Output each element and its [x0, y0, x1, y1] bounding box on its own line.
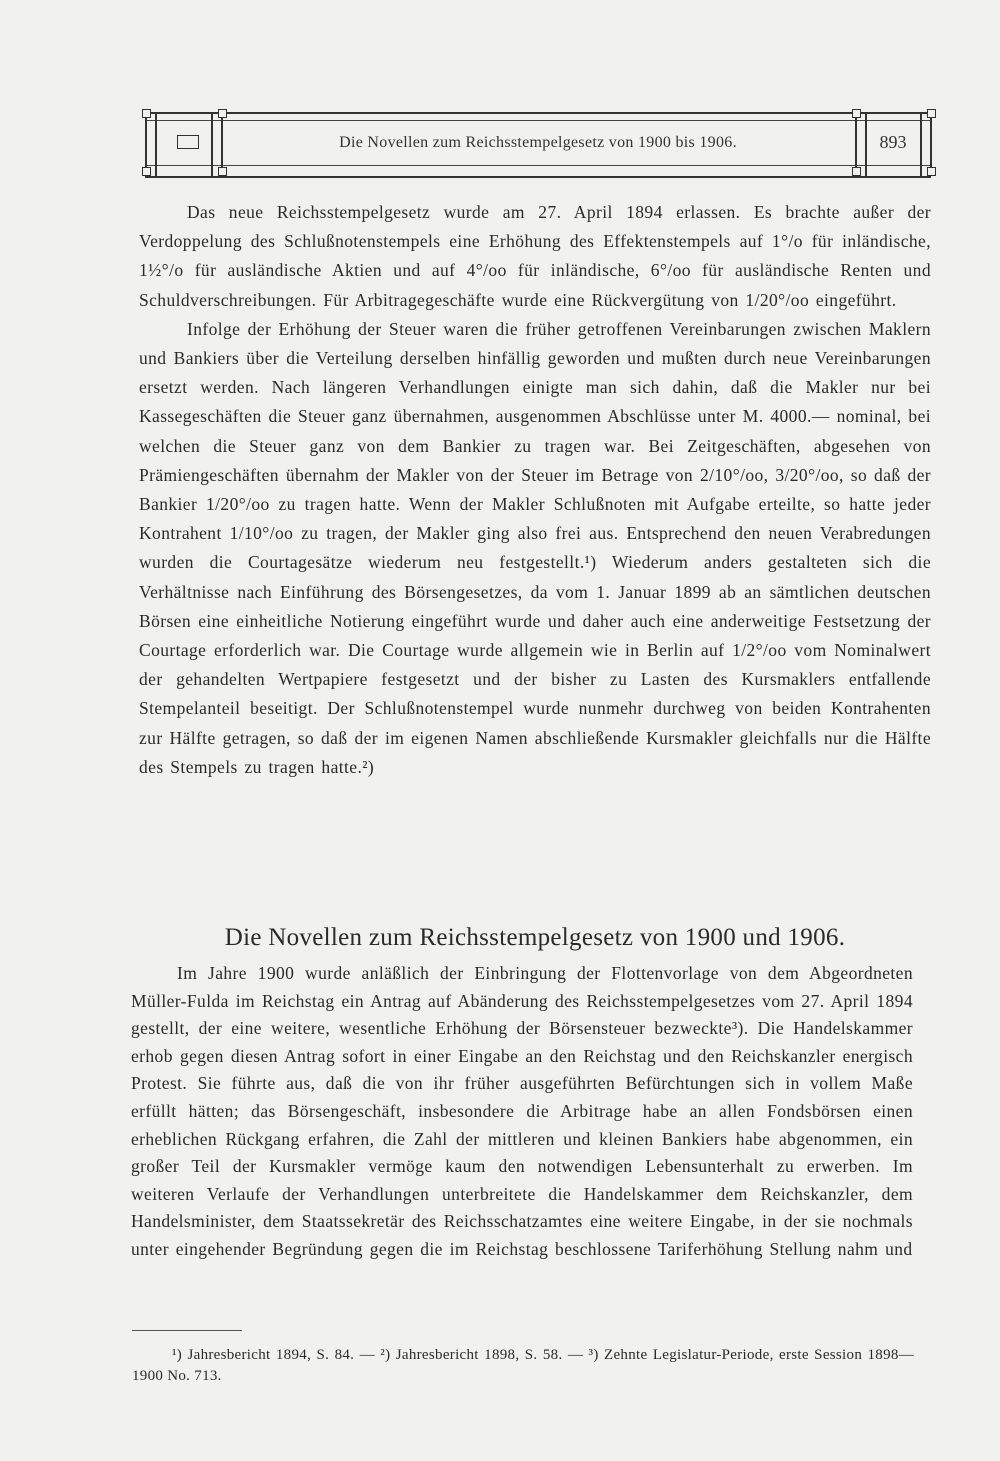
- page-number: 893: [879, 132, 907, 152]
- corner-square: [142, 167, 151, 176]
- header-divider: [155, 112, 157, 176]
- corner-square: [218, 109, 227, 118]
- footnotes: [132, 1345, 914, 1387]
- footnote-text: ¹) Jahresbericht 1894, S. 84. — ²) Jahresbericht 1898, S. 58. — ³) Zehnte Legislatur-Periode, erste Session 1898—1900 No. 713.: [132, 1347, 914, 1384]
- section-heading: Die Novellen zum Reichsstempelgesetz von 1900 und 1906.: [224, 924, 846, 951]
- header-ornament-icon: [177, 135, 199, 149]
- section-body-text: [131, 960, 913, 1264]
- running-head-title: Die Novellen zum Reichsstempelgesetz von 1900 bis 1906.: [339, 134, 737, 151]
- corner-square: [852, 109, 861, 118]
- corner-square: [927, 109, 936, 118]
- paragraph: Infolge der Erhöhung der Steuer waren die früher getroffenen Vereinbarungen zwischen Maklern und Bankiers über die Verteilung derselben hinfällig geworden und mußten durch neue Vereinbarungen ersetzt werden. Nach längeren Verhandlungen einigte man sich dahin, daß die Makler nur bei Kassegeschäften die Steuer ganz übernahmen, ausgenommen Abschlüsse unter M. 4000.— nominal, bei welchen die Steuer ganz von dem Bankier zu tragen war. Bei Zeitgeschäften, abgesehen von Prämiengeschäften übernahm der Makler von der Steuer im Betrage von 2/10°/oo, 3/20°/oo, so daß der Bankier 1/20°/oo zu tragen hatte. Wenn der Makler Schlußnoten mit Aufgabe erteilte, so hatte jeder Kontrahent 1/10°/oo zu tragen, der Makler ging also frei aus. Entsprechend den neuen Verabredungen wurden die Courtagesätze wiederum neu festgestellt.¹) Wiederum anders gestalteten sich die Verhältnisse nach Einführung des Börsengesetzes, da vom 1. Januar 1899 ab an sämtlichen deutschen Börsen eine einheitliche Notierung eingeführt wurde und daher auch eine anderweitige Festsetzung der Courtage erforderlich war. Die Courtage wurde allgemein wie in Berlin auf 1/2°/oo vom Nominalwert der gehandelten Wertpapiere festgesetzt und der bisher zu Lasten des Kursmaklers entfallende Stempelanteil beseitigt. Der Schlußnotenstempel wurde nunmehr durchweg von beiden Kontrahenten zur Hälfte getragen, so daß der im eigenen Namen abschließende Kursmakler gleichfalls nur die Hälfte des Stempels zu tragen hatte.²): [139, 318, 931, 777]
- paragraph: Im Jahre 1900 wurde anläßlich der Einbringung der Flottenvorlage von dem Abgeordneten Müller-Fulda im Reichstag ein Antrag auf Abänderung des Reichsstempelgesetzes vom 27. April 1894 gestellt, der eine weitere, wesentliche Erhöhung der Börsensteuer bezweckte³). Die Handelskammer erhob gegen diesen Antrag sofort in einer Eingabe an den Reichstag und den Reichskanzler energisch Protest. Sie führte aus, daß die von ihr früher ausgeführten Befürchtungen sich in vollem Maße erfüllt hätten; das Börsengeschäft, insbesondere die Arbitrage habe an allen Fondsbörsen einen erheblichen Rückgang erfahren, die Zahl der mittleren und kleinen Bankiers habe abgenommen, ein großer Teil der Kursmakler vermöge kaum den notwendigen Lebensunterhalt zu erwerben. Im weiteren Verlaufe der Verhandlungen unterbreitete die Handelskammer dem Reichskanzler, dem Handelsminister, dem Staatssekretär des Reichsschatzamtes eine weitere Eingabe, in der sie nochmals unter eingehender Begründung gegen die im Reichstag beschlossene Tariferhöhung Stellung nahm und: [131, 963, 913, 1259]
- body-text: [139, 198, 931, 782]
- corner-square: [927, 167, 936, 176]
- corner-square: [852, 167, 861, 176]
- corner-square: [218, 167, 227, 176]
- footnote-rule: [132, 1330, 242, 1331]
- header-divider: [211, 112, 213, 176]
- corner-square: [142, 109, 151, 118]
- paragraph: Das neue Reichsstempelgesetz wurde am 27. April 1894 erlassen. Es brachte außer der Verdoppelung des Schlußnotenstempels eine Erhöhung des Effektenstempels auf 1°/o für inländische, 1½°/o für ausländische Aktien und auf 4°/oo für inländische, 6°/oo für ausländische Renten und Schuldverschreibungen. Für Arbitragegeschäfte wurde eine Rückvergütung von 1/20°/oo eingeführt.: [139, 202, 931, 310]
- running-header: [145, 112, 933, 176]
